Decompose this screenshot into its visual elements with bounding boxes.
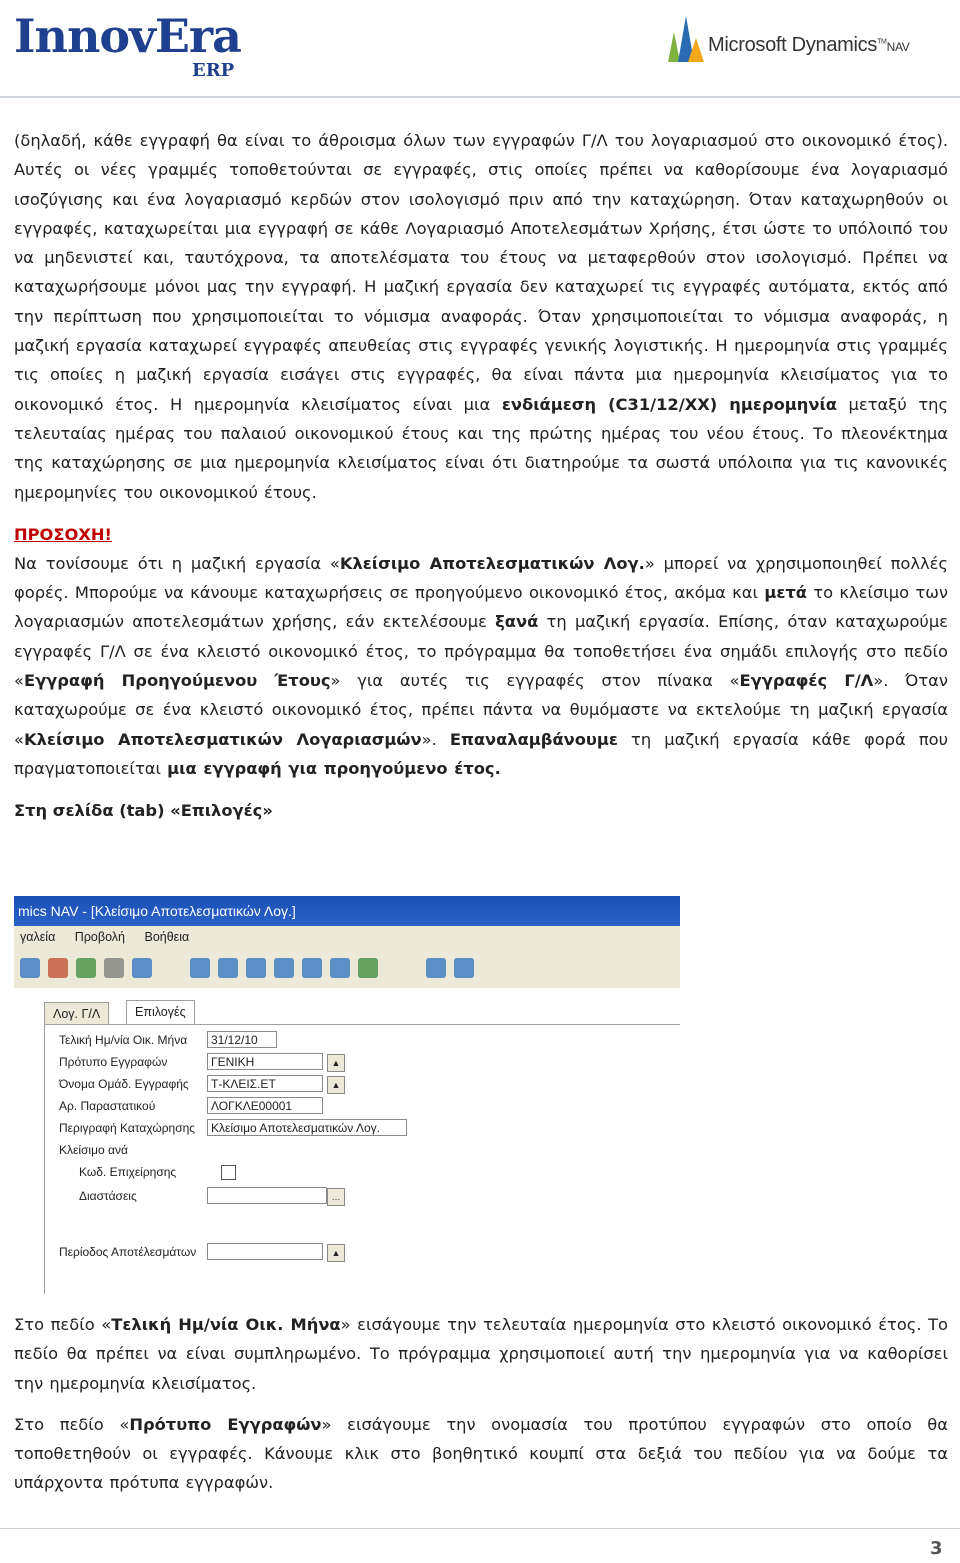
toolbar-icon[interactable] (190, 958, 210, 978)
toolbar-icon[interactable] (76, 958, 96, 978)
field-row (45, 1073, 345, 1095)
document-body (14, 126, 948, 825)
paragraph-1: (δηλαδή, κάθε εγγραφή θα είναι το άθροισμα όλων των εγγραφών Γ/Λ του λογαριασμού στο οικονομικό έτος). Αυτές οι νέες γραμμές τοποθετούνται σε εγγραφές, στις οποίες πρέπει να καθορίσουμε ένα λογαριασμό ισοζύγισης και ένα λογαριασμό κερδών στον ισολογισμό πριν από την καταχώρηση. Όταν καταχωρηθούν οι εγγραφές, καταχωρείται μια εγγραφή σε κάθε Λογαριασμό Αποτελεσμάτων Χρήσης, έτσι ώστε το υπόλοιπό του να μηδενιστεί και, ταυτόχρονα, τα αποτελέσματα του έτους να μεταφερθούν στον ισολογισμό. Πρέπει να καταχωρήσουμε μόνοι μας την εγγραφή. Η μαζική εργασία δεν καταχωρεί τις εγγραφές αυτόματα, εκτός από την περίπτωση που χρησιμοποιείται το νόμισμα αναφοράς. Όταν χρησιμοποιείται το νόμισμα αναφοράς, η μαζική εργασία καταχωρεί εγγραφές απευθείας στις εγγραφές γενικής λογιστικής. Η ημερομηνία στις γραμμές τις οποίες η μαζική εργασία εισάγει στις εγγραφές, θα είναι πάντα μια ημερομηνία κλεισίματος για το οικονομικό έτος. Η ημερομηνία κλεισίματος είναι μια ενδιάμεση (C31/12/XX) ημερομηνία μεταξύ της τελευταίας ημέρας του παλαιού οικονομικού έτους και της πρώτης ημέρας του νέου έτους. Το πλεονέκτημα της καταχώρησης σε μια ημερομηνία κλεισίματος είναι ότι διατηρούμε τα σωστά υπόλοιπα για τις κανονικές ημερομηνίες του οικονομικού έτους. (14, 131, 948, 502)
business-unit-checkbox[interactable] (221, 1165, 236, 1180)
warning-heading: ΠΡΟΣΟΧΗ! (14, 524, 112, 544)
ending-date-input[interactable]: 31/12/10 (207, 1031, 277, 1048)
paragraph-3: Στο πεδίο «Τελική Ημ/νία Οικ. Μήνα» εισάγουμε την τελευταία ημερομηνία στο κλειστό οικονομικό έτος. Το πεδίο θα πρέπει να είναι συμπληρωμένο. Το πρόγραμμα χρησιμοποιεί αυτή την ημερομηνία για να καθορίσει την ημερομηνία κλεισίματος. (14, 1315, 949, 1393)
lookup-button[interactable]: ▲ (327, 1076, 345, 1094)
field-row (45, 1117, 380, 1139)
field-row (45, 1095, 345, 1117)
paragraph-2: Να τονίσουμε ότι η μαζική εργασία «Κλείσιμο Αποτελεσματικών Λογ.» μπορεί να χρησιμοποιηθεί πολλές φορές. Μπορούμε να κάνουμε καταχωρήσεις σε προηγούμενο οικονομικό έτος, ακόμα και μετά το κλείσιμο των λογαριασμών αποτελεσμάτων χρήσης, εάν εκτελέσουμε ξανά τη μαζική εργασία. Επίσης, όταν καταχωρούμε εγγραφές Γ/Λ σε ένα κλειστό οικονομικό έτος, το πρόγραμμα θα τοποθετήσει ένα σημάδι επιλογής στο πεδίο «Εγγραφή Προηγούμενου Έτους» για αυτές τις εγγραφές στον πίνακα «Εγγραφές Γ/Λ». Όταν καταχωρούμε σε ένα κλειστό οικονομικό έτος, πρέπει πάντα να θυμόμαστε να εκτελούμε τη μαζική εργασία «Κλείσιμο Αποτελεσματικών Λογαριασμών». Επαναλαμβάνουμε τη μαζική εργασία κάθε φορά που πραγματοποιείται μια εγγραφή για προηγούμενο έτος. (14, 553, 949, 778)
field-label: Αρ. Παραστατικού (59, 1099, 156, 1113)
section-title: Στη σελίδα (tab) «Επιλογές» (14, 801, 273, 821)
field-label: Κλείσιμο ανά (59, 1143, 128, 1157)
field-label: Κωδ. Επιχείρησης (79, 1165, 177, 1179)
toolbar-icon[interactable] (274, 958, 294, 978)
toolbar (14, 948, 680, 989)
toolbar-icon[interactable] (132, 958, 152, 978)
menu-bar (14, 926, 680, 948)
menu-item[interactable]: Προβολή (74, 930, 125, 944)
field-row (45, 1051, 345, 1073)
document-no-input[interactable]: ΛΟΓΚΛΕ00001 (207, 1097, 323, 1114)
ms-dynamics-text: Microsoft Dynamics™NAV (708, 34, 910, 56)
field-label: Περίοδος Αποτέλεσμάτων (59, 1245, 197, 1259)
document-body-2 (14, 1310, 948, 1498)
innovera-brand: InnovEra (14, 9, 241, 63)
field-row (45, 1029, 345, 1051)
lookup-button[interactable]: ▲ (327, 1244, 345, 1262)
posting-description-input[interactable]: Κλείσιμο Αποτελεσματικών Λογ. (207, 1119, 407, 1136)
innovera-erp: ERP (192, 60, 235, 81)
field-row (45, 1139, 345, 1161)
dynamics-chart-icon (660, 10, 706, 62)
toolbar-icon[interactable] (104, 958, 124, 978)
journal-batch-input[interactable]: Τ-ΚΛΕΙΣ.ΕΤ (207, 1075, 323, 1092)
tab-options[interactable]: Επιλογές (126, 1000, 195, 1025)
toolbar-icon[interactable] (20, 958, 40, 978)
microsoft-dynamics-logo (660, 10, 950, 70)
menu-item[interactable]: Βοήθεια (144, 930, 190, 944)
lookup-button[interactable]: ▲ (327, 1054, 345, 1072)
nav-screenshot (14, 896, 680, 1294)
request-form (14, 988, 680, 1294)
window-title: mics NAV - [Κλείσιμο Αποτελεσματικών Λογ.] (14, 896, 680, 926)
toolbar-icon[interactable] (218, 958, 238, 978)
toolbar-icon[interactable] (358, 958, 378, 978)
toolbar-icon[interactable] (302, 958, 322, 978)
field-row (45, 1185, 345, 1207)
page-header (0, 0, 960, 96)
paragraph-4: Στο πεδίο «Πρότυπο Εγγραφών» εισάγουμε την ονομασία του προτύπου εγγραφών στο οποίο θα τοποθετηθούν οι εγγραφές. Κάνουμε κλικ στο βοηθητικό κουμπί στα δεξιά του πεδίου για να δούμε τα υπάρχοντα πρότυπα εγγραφών. (14, 1414, 948, 1493)
field-row (45, 1241, 345, 1263)
field-row (45, 1161, 345, 1183)
toolbar-icon[interactable] (454, 958, 474, 978)
innovera-logo (14, 8, 244, 88)
assist-button[interactable]: … (327, 1188, 345, 1206)
toolbar-icon[interactable] (246, 958, 266, 978)
menu-item[interactable]: γαλεία (20, 930, 56, 944)
header-divider (0, 96, 960, 98)
dimensions-input[interactable] (207, 1187, 327, 1204)
journal-template-input[interactable]: ΓΕΝΙΚΗ (207, 1053, 323, 1070)
field-label: Περιγραφή Καταχώρησης (59, 1121, 196, 1135)
field-label: Όνομα Ομάδ. Εγγραφής (59, 1077, 189, 1091)
tab-gl-accounts[interactable]: Λογ. Γ/Λ (44, 1002, 109, 1025)
toolbar-icon[interactable] (48, 958, 68, 978)
retained-earnings-input[interactable] (207, 1243, 323, 1260)
field-label: Τελική Ημ/νία Οικ. Μήνα (59, 1033, 188, 1047)
field-label: Διαστάσεις (79, 1189, 137, 1203)
options-form (44, 1024, 680, 1294)
page-number: 3 (930, 1538, 943, 1559)
toolbar-icon[interactable] (426, 958, 446, 978)
toolbar-icon[interactable] (330, 958, 350, 978)
footer-divider (0, 1528, 960, 1529)
field-label: Πρότυπο Εγγραφών (59, 1055, 168, 1069)
